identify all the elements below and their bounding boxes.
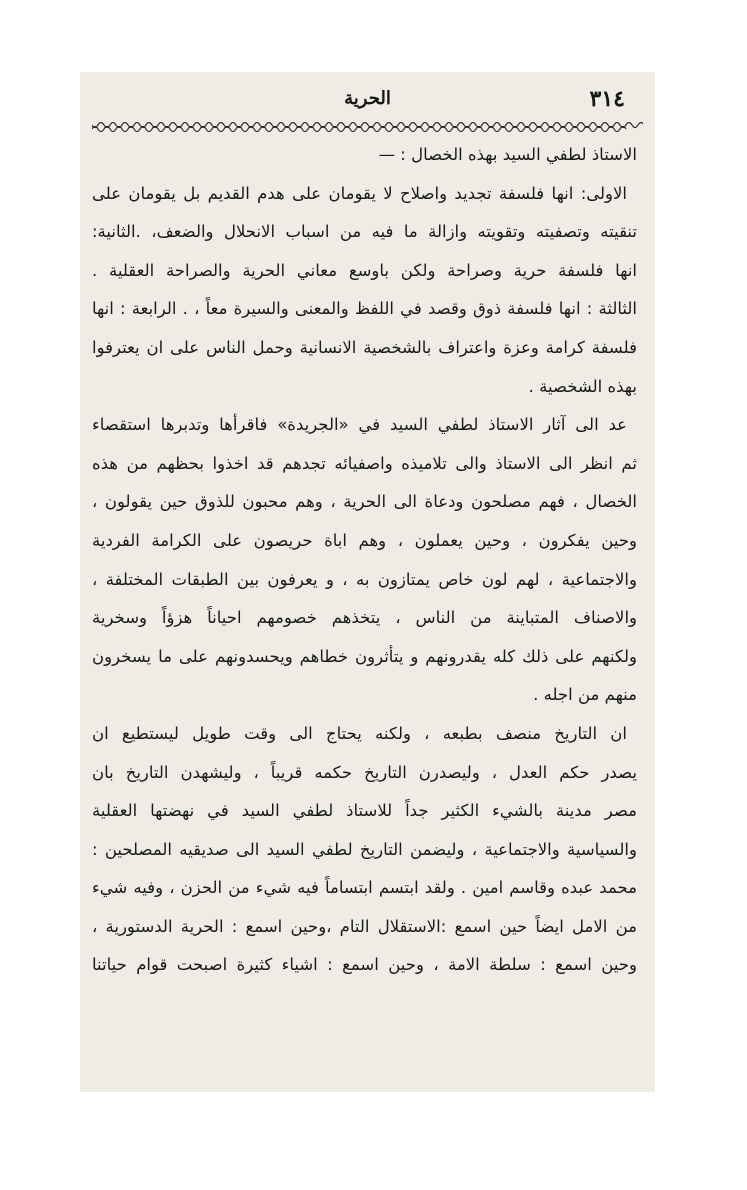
ornamental-rule-icon [92,122,643,134]
text-line: وحين اسمع : سلطة الامة ، وحين اسمع : اشياء كثيرة اصبحت قوام حياتنا [92,955,637,975]
text-line: الثالثة : انها فلسفة ذوق وقصد في اللفظ والمعنى والسيرة معاً ، . الرابعة : انها [92,299,637,319]
text-line: والاجتماعية ، لهم لون خاص يمتازون به ، و يعرفون بين الطبقات المختلفة ، [92,569,637,589]
page-number: ٣١٤ [589,86,625,112]
text-line: الاستاذ لطفي السيد بهذه الخصال : — [378,145,637,164]
text-line: ثم انظر الى الاستاذ والى تلاميذه واصفيائه تجدهم قد اخذوا بحظهم من هذه [92,453,637,473]
body-text [92,136,637,985]
text-line: الاولى: انها فلسفة تجديد واصلاح لا يقومان على هدم القديم بل يقومان على [92,183,627,203]
text-line: منهم من اجله . [533,685,637,705]
text-line: وحين يفكرون ، وحين يعملون ، وهم اباة حريصون على الكرامة الفردية [92,530,637,550]
book-page [80,72,655,1092]
text-line: يصدر حكم العدل ، وليصدرن التاريخ حكمه قريباً ، وليشهدن التاريخ بان [92,762,637,782]
text-line: الخصال ، فهم مصلحون ودعاة الى الحرية ، وهم محبون للذوق حين يقولون ، [92,492,637,512]
page-header [80,80,655,120]
text-line: تنقيته وتصفيته وتقويته وازالة ما فيه من اسباب الانحلال والضعف، .الثانية: [92,222,637,242]
ornamental-rule [92,122,643,134]
text-line: فلسفة كرامة وعزة واعتراف بالشخصية الانسانية وحمل الناس على ان يعترفوا [92,337,637,357]
text-line: عد الى آثار الاستاذ لطفي السيد في «الجريدة» فاقرأها وتدبرها استقصاء [92,415,627,435]
text-line: انها فلسفة حرية وصراحة ولكن باوسع معاني الحرية والصراحة العقلية . [92,260,637,280]
text-line: ولكنهم على ذلك كله يقدرونهم و يتأثرون خطاهم ويحسدونهم على ما يسخرون [92,646,637,666]
text-line: والسياسية والاجتماعية ، وليضمن التاريخ لطفي السيد الى صديقيه المصلحين : [92,839,637,859]
text-line: والاصناف المتباينة من الناس ، يتخذهم خصومهم احياناً هزؤاً وسخرية [92,608,637,628]
running-title: الحرية [344,88,391,109]
text-line: بهذه الشخصية . [528,376,637,396]
text-line: من الامل ايضاً حين اسمع :الاستقلال التام ،وحين اسمع : الحرية الدستورية ، [92,916,637,936]
text-line: محمد عبده وقاسم امين . ولقد ابتسم ابتساماً فيه شيء من الحزن ، وفيه شيء [92,878,637,898]
text-line: ان التاريخ منصف بطبعه ، ولكنه يحتاج الى وقت طويل ليستطيع ان [92,723,627,743]
text-line: مصر مدينة بالشيء الكثير جداً للاستاذ لطفي السيد في نهضتها العقلية [92,801,637,821]
